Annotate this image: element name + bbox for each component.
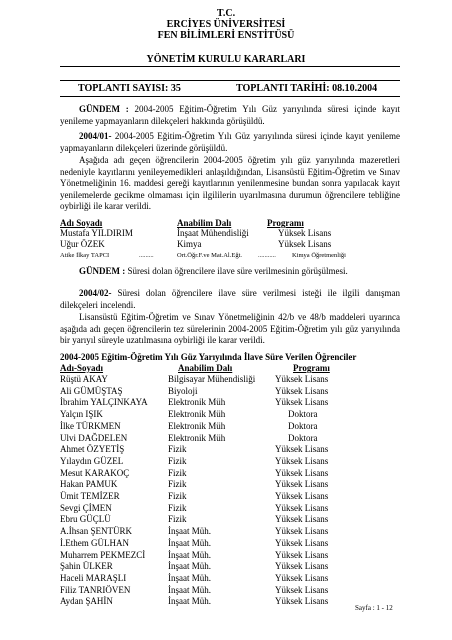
agenda-2	[60, 266, 400, 278]
cell-department: İnşaat Müh.	[168, 584, 211, 595]
cell-program: Doktora	[288, 409, 318, 420]
cell-department: Fizik	[168, 479, 187, 490]
cell-program: Yüksek Lisans	[275, 455, 329, 466]
cell-department: Fizik	[168, 444, 187, 455]
cell-name: A.İhsan ŞENTÜRK	[60, 526, 132, 537]
table2-col-name: Adı-Soyadı	[60, 363, 104, 373]
cell-program: Kimya Öğretmenliği	[292, 252, 346, 259]
decision-1-label: 2004/01-	[79, 131, 112, 141]
decision-1	[60, 131, 400, 154]
page-number: Sayfa : 1 - 12	[355, 604, 393, 612]
cell-program: Doktora	[288, 432, 318, 443]
header-rule-top	[60, 66, 400, 67]
cell-program: Yüksek Lisans	[278, 239, 332, 249]
cell-program: Yüksek Lisans	[275, 502, 329, 513]
cell-name: Hakan PAMUK	[60, 479, 118, 490]
table2-title: 2004-2005 Eğitim-Öğretim Yılı Güz Yarıyılında İlave Süre Verilen Öğrenciler	[60, 352, 357, 362]
cell-program: Yüksek Lisans	[275, 561, 329, 572]
cell-department: Elektronik Müh	[168, 420, 226, 431]
table1-col-name: Adı Soyadı	[60, 218, 103, 228]
cell-program: Yüksek Lisans	[275, 514, 329, 525]
cell-department: İnşaat Müh.	[168, 537, 211, 548]
cell-name: İbrahim YALÇINKAYA	[60, 397, 148, 408]
cell-department: Elektronik Müh	[168, 397, 226, 408]
cell-dots: ...........	[258, 252, 276, 259]
cell-department: Fizik	[168, 502, 187, 513]
cell-dots: .........	[139, 252, 154, 259]
cell-program: Yüksek Lisans	[275, 596, 329, 607]
cell-name: Aydan ŞAHİN	[60, 596, 113, 607]
cell-name: Yılaydın GÜZEL	[60, 455, 124, 466]
cell-program: Yüksek Lisans	[275, 444, 329, 455]
meeting-date: TOPLANTI TARİHİ: 08.10.2004	[236, 83, 378, 94]
cell-program: Yüksek Lisans	[275, 397, 329, 408]
cell-name: Ümit TEMİZER	[60, 491, 120, 501]
cell-name: Muharrem PEKMEZCİ	[60, 549, 146, 560]
agenda-1	[60, 104, 400, 127]
cell-name: Şahin ÜLKER	[60, 561, 113, 572]
cell-name: İlke TÜRKMEN	[60, 420, 121, 431]
decision-1-text: 2004-2005 Eğitim-Öğretim Yılı Güz yarıyılında süresi içinde kayıt yenileme yapmayanların dilekçeleri üzerinde görüşüldü.	[60, 131, 400, 153]
cell-name: Atike İlkay TAPCI	[60, 252, 110, 259]
cell-department: İnşaat Mühendisliği	[177, 228, 249, 238]
agenda-1-label: GÜNDEM :	[79, 104, 129, 114]
cell-program: Yüksek Lisans	[275, 479, 329, 490]
cell-department: Elektronik Müh	[168, 409, 226, 420]
cell-department: İnşaat Müh.	[168, 526, 211, 537]
cell-name: Uğur ÖZEK	[60, 239, 105, 249]
header-institute: FEN BİLİMLERİ ENSTİTÜSÜ	[157, 30, 295, 41]
meeting-rule-top	[60, 80, 400, 81]
cell-program: Yüksek Lisans	[275, 584, 329, 595]
cell-department: Biyoloji	[168, 385, 198, 396]
cell-department: Elektronik Müh	[168, 432, 226, 443]
meeting-rule-bottom	[60, 96, 400, 97]
cell-program: Yüksek Lisans	[275, 572, 329, 583]
header-university: ERCİYES ÜNİVERSİTESİ	[166, 19, 286, 30]
agenda-1-text: 2004-2005 Eğitim-Öğretim Yılı Güz yarıyılında süresi içinde kayıt yenileme yapmayanların dilekçeleri hakkında görüşüldü.	[60, 104, 400, 126]
cell-name: Ebru GÜÇLÜ	[60, 514, 111, 525]
cell-department: Fizik	[168, 455, 187, 466]
cell-name: Rüştü AKAY	[60, 374, 108, 384]
table2-col-department: Anabilim Dalı	[178, 363, 233, 373]
cell-department: İnşaat Müh.	[168, 549, 211, 560]
decision-2-body: Lisansüstü Eğitim-Öğretim ve Sınav Yönetmeliğinin 42/b ve 48/b maddeleri uyarınca aşağıda adı geçen öğrencilerin tez sürelerinin 2004-2005 Eğitim-Öğretim yılı güz yarıyılında bir yarıyıl süreyle uzatılmasına oybirliği ile karar verildi.	[60, 312, 400, 345]
cell-name: Mesut KARAKOÇ	[60, 467, 130, 478]
table1-col-program: Programı	[267, 218, 304, 228]
meeting-number: TOPLANTI SAYISI: 35	[78, 83, 181, 94]
cell-department: İnşaat Müh.	[168, 572, 211, 583]
cell-name: Ahmet ÖZYETİŞ	[60, 444, 125, 455]
cell-department: Kimya	[177, 239, 202, 249]
header-tc: T.C.	[216, 8, 236, 19]
table2-col-program: Programı	[293, 363, 330, 373]
cell-program: Yüksek Lisans	[275, 385, 329, 396]
decision-2-label: 2004/02-	[79, 288, 112, 298]
cell-department: Fizik	[168, 491, 187, 501]
agenda-2-label: GÜNDEM :	[79, 266, 126, 276]
decision-2	[60, 288, 400, 311]
cell-name: Ali GÜMÜŞTAŞ	[60, 385, 123, 396]
cell-program: Yüksek Lisans	[275, 491, 329, 501]
agenda-2-text: Süresi dolan öğrencilere ilave süre verilmesinin görüşülmesi.	[125, 266, 348, 276]
cell-department: Ort.Öğr.F.ve Mat.Al.Eğt.	[177, 252, 243, 259]
cell-department: Fizik	[168, 467, 187, 478]
decision-2-text: Süresi dolan öğrencilere ilave süre verilmesi isteği ile ilgili danışman dilekçeleri incelendi.	[60, 288, 400, 310]
cell-program: Yüksek Lisans	[278, 228, 332, 238]
cell-name: Yalçın IŞIK	[60, 409, 103, 420]
cell-name: Sevgi ÇİMEN	[60, 502, 112, 513]
cell-department: Bilgisayar Mühendisliği	[168, 374, 256, 384]
cell-program: Yüksek Lisans	[275, 374, 329, 384]
cell-name: Ulvi DAĞDELEN	[60, 432, 128, 443]
cell-department: İnşaat Müh.	[168, 596, 211, 607]
cell-program: Yüksek Lisans	[275, 537, 329, 548]
header-board-decisions: YÖNETİM KURULU KARARLARI	[146, 54, 306, 65]
cell-name: İ.Ethem GÜLHAN	[60, 537, 129, 548]
table1-col-department: Anabilim Dalı	[177, 218, 232, 228]
cell-department: İnşaat Müh.	[168, 561, 211, 572]
cell-name: Mustafa YILDIRIM	[60, 228, 133, 238]
decision-1-body: Aşağıda adı geçen öğrencilerin 2004-2005 öğretim yılı güz yarıyılında mazeretleri nedeniyle kayıtlarını yenileyemedikleri anlaşıldığından, Lisansüstü Eğitim-Öğretim ve Sınav Yönetmeliğinin 16. maddesi gereği kayıtlarının yenilenmesine bundan sonra yapılacak kayıt yenilemelerde gecikme olmaması için ilgililerin uyarılmasına durumun öğrencilere tebliğine oybirliği ile karar verildi.	[60, 155, 400, 211]
cell-program: Doktora	[288, 420, 318, 431]
cell-program: Yüksek Lisans	[275, 549, 329, 560]
cell-name: Filiz TANRIÖVEN	[60, 584, 131, 595]
cell-program: Yüksek Lisans	[275, 467, 329, 478]
cell-program: Yüksek Lisans	[275, 526, 329, 537]
cell-department: Fizik	[168, 514, 187, 525]
cell-name: Haceli MARAŞLI	[60, 572, 127, 583]
